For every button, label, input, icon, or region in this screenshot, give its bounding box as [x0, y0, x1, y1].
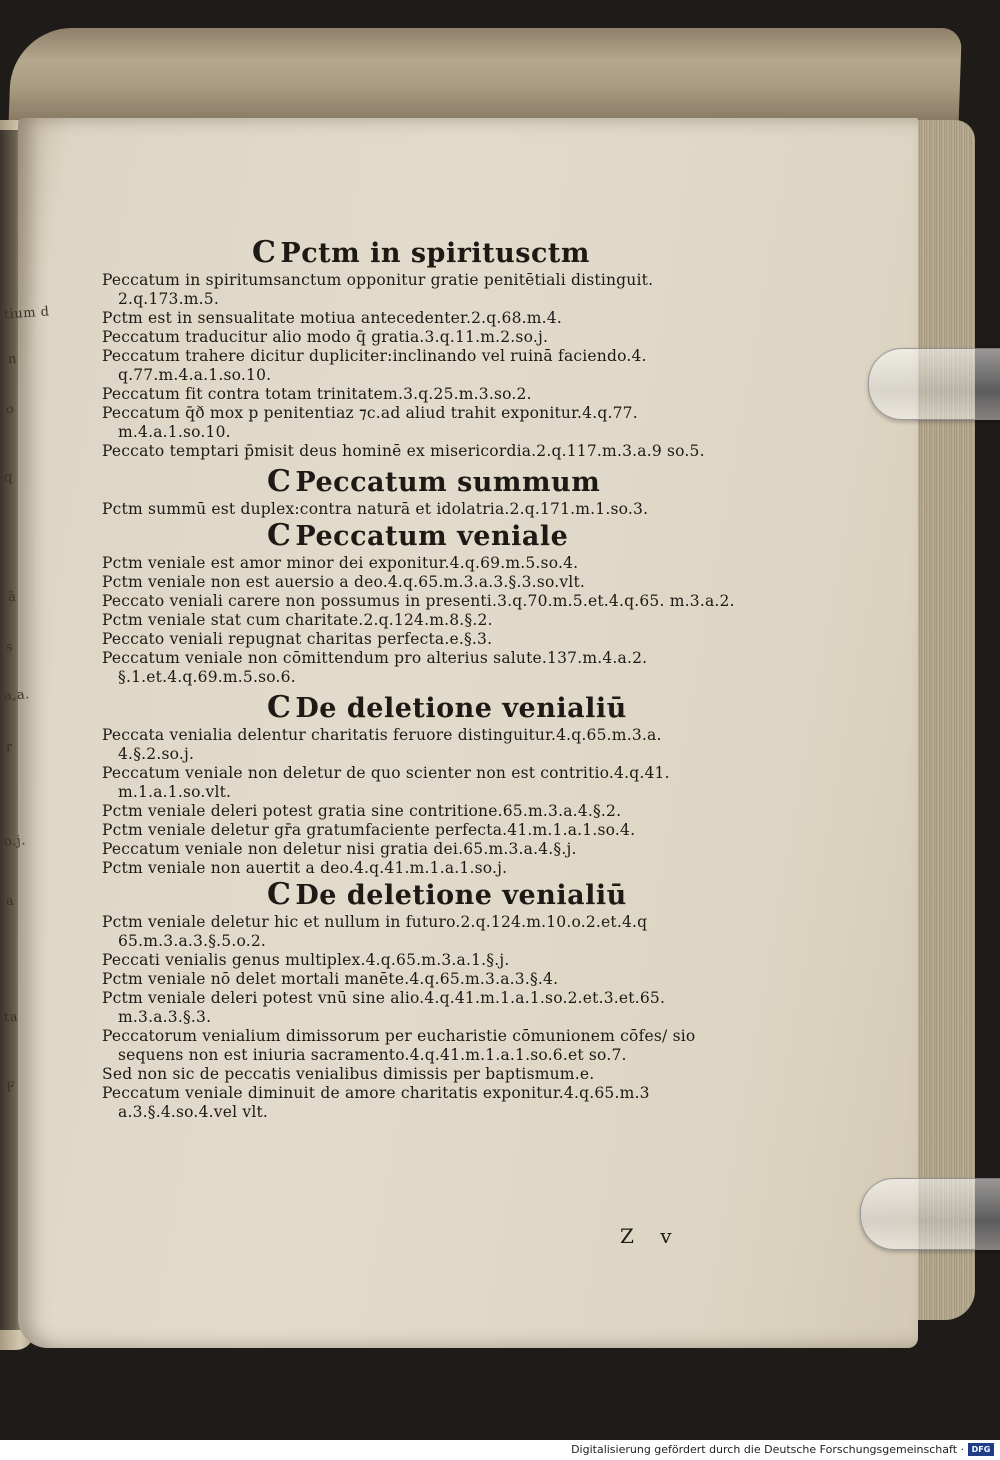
entry: Pctm veniale deletur gr̄a gratumfaciente perfecta.41.m.1.a.1.so.4. [102, 821, 636, 839]
section [252, 236, 742, 271]
entry: Peccatum in spiritumsanctum opponitur gratie penitētiali distinguit. 2.q.173.m.5. [102, 271, 654, 308]
section [267, 519, 742, 554]
entry-list [102, 726, 742, 878]
entry: Pctm veniale non est auersio a deo.4.q.65.m.3.a.3.§.3.so.vlt. [102, 573, 585, 591]
entry: Peccatorum venialium dimissorum per eucharistie cōmunionem cōfes/ sio sequens non est iniuria sacramento.4.q.41.m.1.a.1.so.6.et so.7. [102, 1027, 696, 1064]
entry-list [102, 913, 742, 1122]
entry: Peccatum veniale non cōmittendum pro alterius salute.137.m.4.a.2. §.1.et.4.q.69.m.5.so.6. [102, 649, 648, 686]
section-heading: C De deletione venialiū [267, 877, 627, 912]
entry: Peccatum trahere dicitur dupliciter:inclinando vel ruinā faciendo.4. q.77.m.4.a.1.so.10. [102, 347, 647, 384]
margin-fragment: s [5, 639, 14, 656]
glass-clip-top [868, 348, 1000, 420]
margin-fragment: tium d [3, 304, 51, 323]
margin-fragment: q [3, 469, 14, 486]
entry: Pctm summū est duplex:contra naturā et idolatria.2.q.171.m.1.so.3. [102, 500, 649, 518]
section [267, 691, 742, 726]
entry-list [102, 554, 742, 687]
entry: Sed non sic de peccatis venialibus dimissis per baptismum.e. [102, 1065, 595, 1083]
entry: Peccato veniali carere non possumus in presenti.3.q.70.m.5.et.4.q.65. m.3.a.2. [102, 592, 735, 610]
entry: Peccata venialia delentur charitatis feruore distinguitur.4.q.65.m.3.a. 4.§.2.so.j. [102, 726, 662, 763]
entry: Peccati venialis genus multiplex.4.q.65.m.3.a.1.§.j. [102, 951, 510, 969]
entry: Pctm veniale deleri potest gratia sine contritione.65.m.3.a.4.§.2. [102, 802, 622, 820]
entry: Pctm veniale non auertit a deo.4.q.41.m.1.a.1.so.j. [102, 859, 508, 877]
entry: Peccato veniali repugnat charitas perfecta.e.§.3. [102, 630, 493, 648]
entry: Pctm veniale deletur hic et nullum in futuro.2.q.124.m.10.o.2.et.4.q 65.m.3.a.3.§.5.o.2. [102, 913, 648, 950]
glass-clip-bottom [860, 1178, 1000, 1250]
entry-list [102, 500, 742, 519]
entry: Peccatum traducitur alio modo q̄ gratia.3.q.11.m.2.so.j. [102, 328, 549, 346]
entry: Pctm est in sensualitate motiua antecedenter.2.q.68.m.4. [102, 309, 562, 327]
entry-list [102, 271, 742, 461]
margin-fragment: n [7, 351, 18, 368]
entry: Pctm veniale est amor minor dei exponitur.4.q.69.m.5.so.4. [102, 554, 579, 572]
section-heading: C Peccatum summum [267, 464, 601, 499]
entry: Peccatum q̄ð mox p penitentiaz ⁊c.ad aliud trahit exponitur.4.q.77. m.4.a.1.so.10. [102, 404, 638, 441]
margin-fragment: ta [3, 1009, 19, 1026]
entry: Peccatum veniale non deletur de quo scienter non est contritio.4.q.41. m.1.a.1.so.vlt. [102, 764, 670, 801]
entry: Pctm veniale nō delet mortali manēte.4.q.65.m.3.a.3.§.4. [102, 970, 559, 988]
entry: Peccatum veniale non deletur nisi gratia dei.65.m.3.a.4.§.j. [102, 840, 577, 858]
margin-fragment: ã [7, 589, 17, 606]
margin-fragment: a [5, 893, 15, 910]
margin-fragment: a,a. [3, 687, 31, 704]
funding-notice: Digitalisierung gefördert durch die Deutsche Forschungsgemeinschaft · [571, 1443, 964, 1456]
dfg-logo: DFG [968, 1443, 994, 1456]
signature-mark: Z v [620, 1224, 682, 1248]
entry: Pctm veniale stat cum charitate.2.q.124.m.8.§.2. [102, 611, 493, 629]
section [267, 465, 742, 500]
page-text [102, 236, 742, 1122]
margin-fragment: o [5, 401, 15, 418]
entry: Pctm veniale deleri potest vnū sine alio.4.q.41.m.1.a.1.so.2.et.3.et.65. m.3.a.3.§.3. [102, 989, 666, 1026]
margin-fragment: F [5, 1079, 17, 1096]
section-heading: C Peccatum veniale [267, 518, 569, 553]
entry: Peccatum veniale diminuit de amore charitatis exponitur.4.q.65.m.3 a.3.§.4.so.4.vel vlt. [102, 1084, 650, 1121]
section [267, 878, 742, 913]
footer-bar [0, 1440, 1000, 1460]
margin-fragment: o.j. [3, 833, 27, 850]
margin-fragment: r [5, 739, 14, 756]
section-heading: C De deletione venialiū [267, 690, 627, 725]
entry: Peccatum fit contra totam trinitatem.3.q.25.m.3.so.2. [102, 385, 532, 403]
section-heading: C Pctm in spiritusctm [252, 235, 590, 270]
entry: Peccato temptari p̄misit deus hominē ex misericordia.2.q.117.m.3.a.9 so.5. [102, 442, 705, 460]
